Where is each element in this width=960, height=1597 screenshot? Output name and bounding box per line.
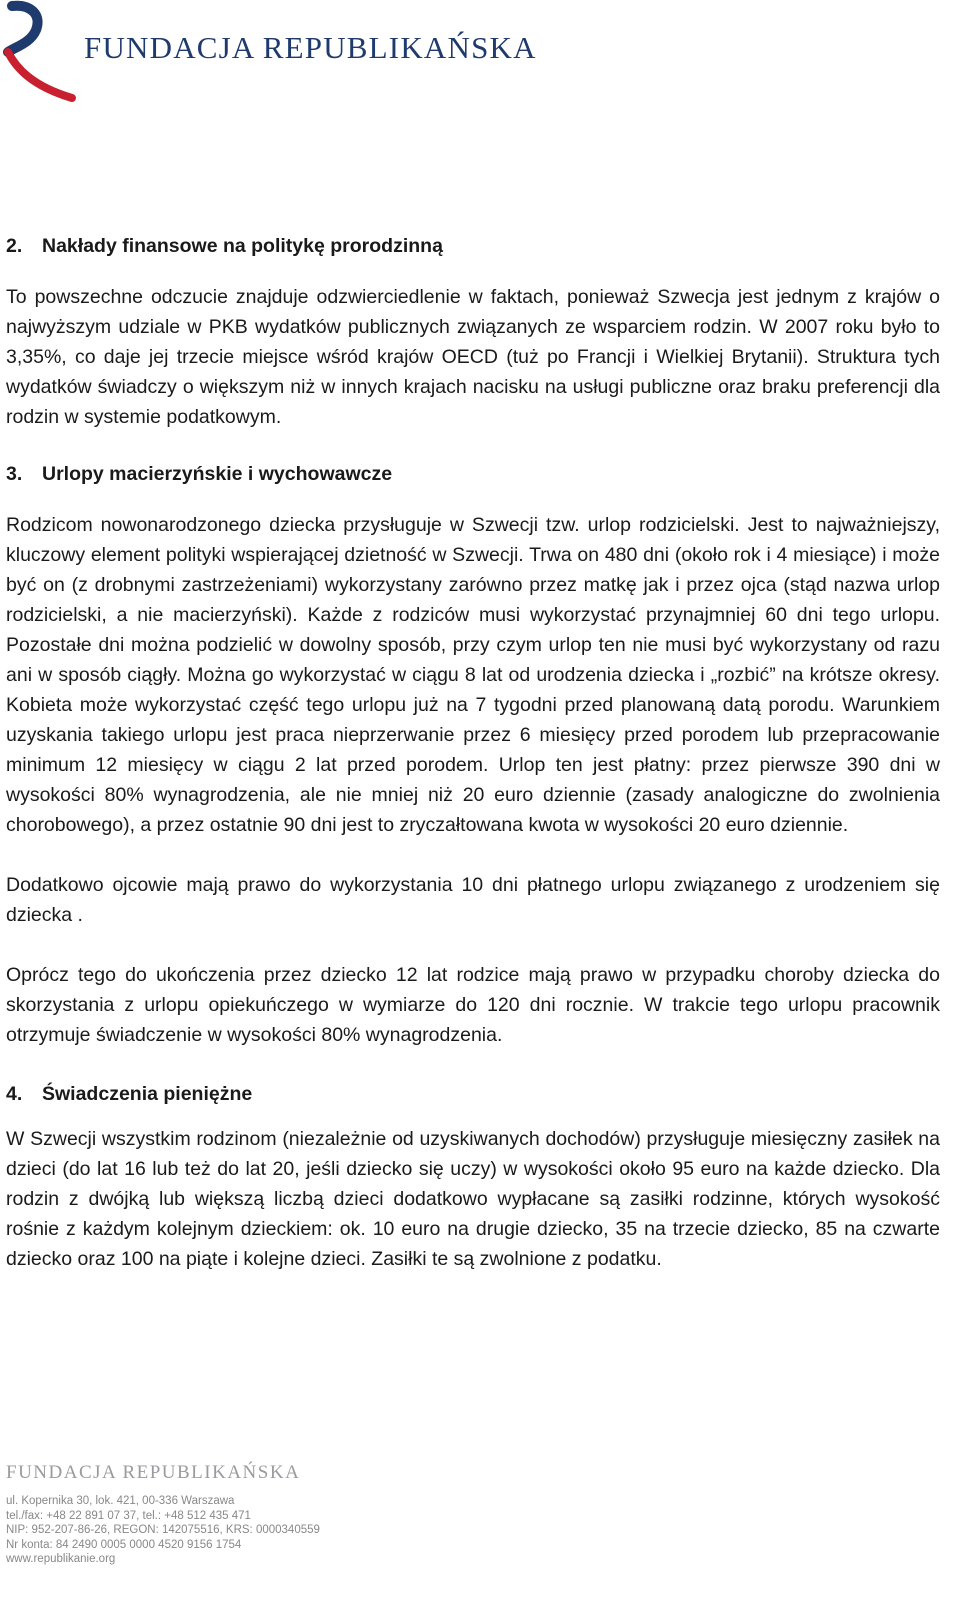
paragraph: W Szwecji wszystkim rodzinom (niezależnie od uzyskiwanych dochodów) przysługuje miesięczny zasiłek na dzieci (do lat 16 lub też do lat 20, jeśli dziecko się uczy) w wysokości około 95 euro na każde dziecko. Dla rodzin z dwójką lub większą liczbą dzieci dodatkowo wypłacane są zasiłki rodzinne, których wysokość rośnie z każdym kolejnym dzieckiem: ok. 10 euro na drugie dziecko, 35 na trzecie dziecko, 85 na czwarte dziecko oraz 100 na piąte i kolejne dzieci. Zasiłki te są zwolnione z podatku.: [6, 1128, 940, 1270]
section-title: Nakłady finansowe na politykę prorodzinną: [42, 235, 443, 257]
section-title: Świadczenia pieniężne: [42, 1083, 253, 1105]
section-heading-2: [6, 232, 940, 260]
header-logo: [0, 0, 537, 110]
paragraph: To powszechne odczucie znajduje odzwierciedlenie w faktach, ponieważ Szwecja jest jednym z krajów o najwyższym udziale w PKB wydatków publicznych związanych ze wsparciem rodzin. W 2007 roku było to 3,35%, co daje jej trzecie miejsce wśród krajów OECD (tuż po Francji i Wielkiej Brytanii). Struktura tych wydatków świadczy o większym niż w innych krajach nacisku na usługi publiczne oraz braku preferencji dla rodzin w systemie podatkowym.: [6, 286, 940, 428]
republikanska-emblem-icon: [0, 0, 80, 105]
logo-text: FUNDACJA REPUBLIKAŃSKA: [84, 30, 537, 65]
footer-account: Nr konta: 84 2490 0005 0000 4520 9156 1754: [6, 1538, 242, 1551]
footer-website-link[interactable]: www.republikanie.org: [6, 1553, 116, 1565]
section-number: 3.: [6, 463, 23, 485]
footer: [6, 1462, 320, 1567]
paragraph: Rodzicom nowonarodzonego dziecka przysługuje w Szwecji tzw. urlop rodzicielski. Jest to najważniejszy, kluczowy element polityki wspierającej dzietność w Szwecji. Trwa on 480 dni (około rok i 4 miesiące) i może być on (z drobnymi zastrzeżeniami) wykorzystany zarówno przez matkę jak i przez ojca (stąd nazwa urlop rodzicielski, a nie macierzyński). Każde z rodziców musi wykorzystać przynajmniej 60 dni tego urlopu. Pozostałe dni można podzielić w dowolny sposób, przy czym urlop ten nie musi być wykorzystany od razu ani w sposób ciągły. Można go wykorzystać w ciągu 8 lat od urodzenia dziecka i „rozbić” na krótsze okresy. Kobieta może wykorzystać część tego urlopu już na 7 tygodni przed planowaną datą porodu. Warunkiem uzyskania takiego urlopu jest praca nieprzerwanie przez 6 miesięcy przed porodem lub przepracowanie minimum 12 miesięcy w ciągu 2 lat przed porodem. Urlop ten jest płatny: przez pierwsze 390 dni w wysokości 80% wynagrodzenia, ale nie mniej niż 20 euro dziennie (zasady analogiczne do zwolnienia chorobowego), a przez ostatnie 90 dni jest to zryczałtowana kwota w wysokości 20 euro dziennie.: [6, 514, 940, 836]
paragraph: Dodatkowo ojcowie mają prawo do wykorzystania 10 dni płatnego urlopu związanego z urodzeniem się dziecka .: [6, 874, 940, 926]
section-number: 2.: [6, 235, 23, 257]
footer-registry: NIP: 952-207-86-26, REGON: 142075516, KRS: 0000340559: [6, 1524, 320, 1536]
document-body: [6, 232, 940, 1274]
section-heading-3: [6, 460, 940, 488]
section-heading-4: [6, 1080, 940, 1108]
footer-address: ul. Kopernika 30, lok. 421, 00-336 Warszawa: [6, 1495, 235, 1507]
paragraph: Oprócz tego do ukończenia przez dziecko 12 lat rodzice mają prawo w przypadku choroby dziecka do skorzystania z urlopu opiekuńczego w wymiarze do 120 dni rocznie. W trakcie tego urlopu pracownik otrzymuje świadczenie w wysokości 80% wynagrodzenia.: [6, 964, 940, 1046]
section-number: 4.: [6, 1083, 23, 1105]
section-title: Urlopy macierzyńskie i wychowawcze: [42, 463, 393, 485]
footer-logo-text: FUNDACJA REPUBLIKAŃSKA: [6, 1462, 301, 1483]
footer-phone: tel./fax: +48 22 891 07 37, tel.: +48 512 435 471: [6, 1509, 251, 1522]
